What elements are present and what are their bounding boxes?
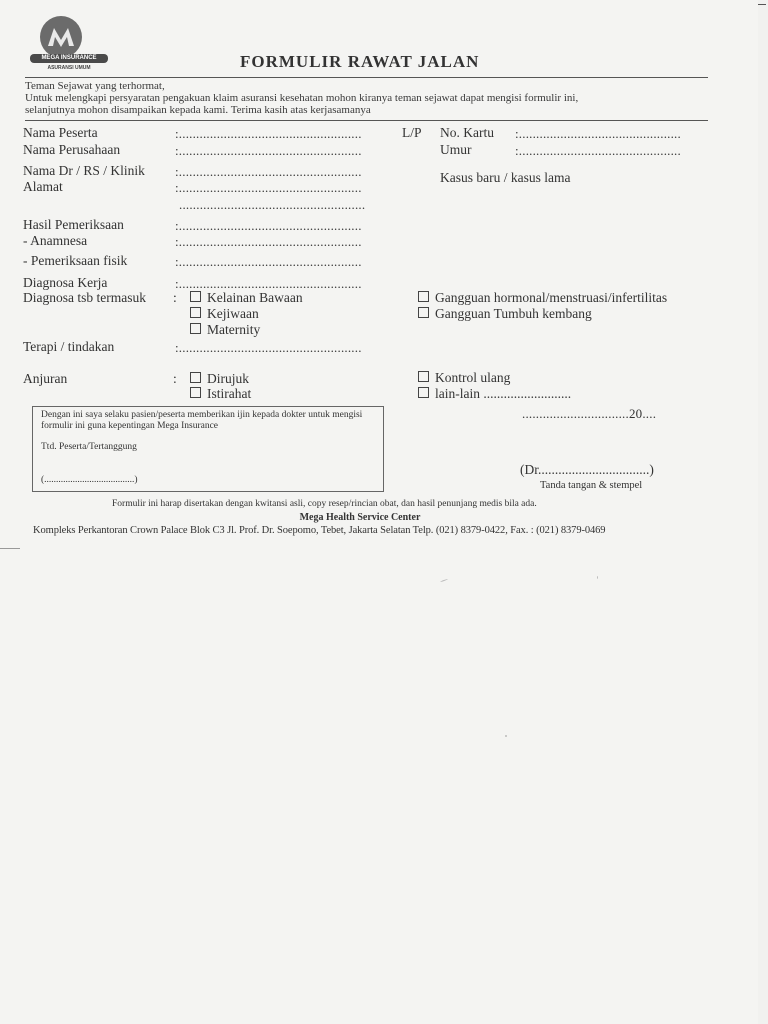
hasil-pemeriksaan-field[interactable]: :..................................................... bbox=[175, 218, 362, 233]
no-kartu-field[interactable]: :............................................... bbox=[515, 126, 681, 141]
checkbox-dirujuk[interactable]: Dirujuk bbox=[190, 371, 249, 387]
nama-perusahaan-field[interactable]: :..................................................... bbox=[175, 143, 362, 158]
label-alamat: Alamat bbox=[23, 179, 63, 194]
label-no-kartu: No. Kartu bbox=[440, 125, 494, 140]
checkbox-icon[interactable] bbox=[190, 323, 201, 334]
doctor-signature-caption: Tanda tangan & stempel bbox=[540, 480, 643, 491]
intro-greeting: Teman Sejawat yang terhormat, bbox=[25, 80, 165, 92]
scan-speck bbox=[597, 576, 598, 579]
logo-brand: MEGA INSURANCE bbox=[30, 54, 108, 63]
label-umur: Umur bbox=[440, 142, 472, 157]
checkbox-icon[interactable] bbox=[190, 291, 201, 302]
consent-signature-field[interactable]: (......................................) bbox=[41, 475, 138, 485]
nama-dokter-field[interactable]: :..................................................... bbox=[175, 164, 362, 179]
consent-sign-label: Ttd. Peserta/Tertanggung bbox=[41, 442, 137, 452]
checkbox-icon[interactable] bbox=[418, 307, 429, 318]
footer-address: Kompleks Perkantoran Crown Palace Blok C3 Jl. Prof. Dr. Soepomo, Tebet, Jakarta Selatan Telp. (021) 8379-0422, Fax. : (021) 8379-0469 bbox=[33, 525, 606, 536]
mega-insurance-logo bbox=[30, 14, 112, 78]
form-title: FORMULIR RAWAT JALAN bbox=[240, 52, 480, 71]
label-pemeriksaan-fisik: - Pemeriksaan fisik bbox=[23, 253, 128, 268]
checkbox-lain-lain[interactable]: lain-lain .......................... bbox=[418, 386, 571, 402]
alamat-field-line-2[interactable]: ...................................................... bbox=[179, 197, 366, 212]
label-terapi: Terapi / tindakan bbox=[23, 339, 115, 354]
nama-peserta-field[interactable]: :..................................................... bbox=[175, 126, 362, 141]
checkbox-icon[interactable] bbox=[190, 387, 201, 398]
checkbox-gangguan-tumbuh[interactable]: Gangguan Tumbuh kembang bbox=[418, 306, 592, 322]
checkbox-kelainan-bawaan[interactable]: Kelainan Bawaan bbox=[190, 290, 303, 306]
checkbox-maternity[interactable]: Maternity bbox=[190, 322, 260, 338]
checkbox-kontrol-ulang[interactable]: Kontrol ulang bbox=[418, 370, 510, 386]
checkbox-icon[interactable] bbox=[418, 291, 429, 302]
date-field[interactable]: ...............................20.... bbox=[522, 406, 657, 421]
footer-center-name: Mega Health Service Center bbox=[299, 512, 421, 523]
diagnosa-kerja-field[interactable]: :..................................................... bbox=[175, 276, 362, 291]
title-rule bbox=[25, 77, 708, 78]
logo-emblem-icon bbox=[40, 16, 82, 58]
footer-note: Formulir ini harap disertakan dengan kwitansi asli, copy resep/rincian obat, dan hasil penunjang medis bila ada. bbox=[112, 499, 537, 509]
label-nama-perusahaan: Nama Perusahaan bbox=[23, 142, 121, 157]
terapi-field[interactable]: :..................................................... bbox=[175, 340, 362, 355]
checkbox-icon[interactable] bbox=[190, 372, 201, 383]
scan-speck bbox=[505, 735, 507, 737]
edge-mark bbox=[758, 4, 766, 5]
intro-rule bbox=[25, 120, 708, 121]
scan-edge-line bbox=[0, 548, 20, 549]
label-lp: L/P bbox=[402, 125, 422, 140]
label-anjuran: Anjuran bbox=[23, 371, 68, 386]
consent-box bbox=[32, 406, 384, 492]
anamnesa-field[interactable]: :..................................................... bbox=[175, 234, 362, 249]
checkbox-icon[interactable] bbox=[418, 371, 429, 382]
logo-subtitle: ASURANSI UMUM bbox=[47, 65, 91, 71]
alamat-field[interactable]: :..................................................... bbox=[175, 180, 362, 195]
umur-field[interactable]: :............................................... bbox=[515, 143, 681, 158]
doctor-signature-field[interactable]: (Dr.................................) bbox=[520, 462, 654, 477]
pemeriksaan-fisik-field[interactable]: :..................................................... bbox=[175, 254, 362, 269]
label-hasil-pemeriksaan: Hasil Pemeriksaan bbox=[23, 217, 124, 232]
label-nama-peserta: Nama Peserta bbox=[23, 125, 98, 140]
colon: : bbox=[173, 371, 177, 386]
label-diagnosa-kerja: Diagnosa Kerja bbox=[23, 275, 108, 290]
intro-line-2: Untuk melengkapi persyaratan pengakuan klaim asuransi kesehatan mohon kiranya teman sejawat dapat mengisi formulir ini, bbox=[25, 92, 579, 104]
checkbox-kejiwaan[interactable]: Kejiwaan bbox=[190, 306, 259, 322]
checkbox-icon[interactable] bbox=[190, 307, 201, 318]
checkbox-istirahat[interactable]: Istirahat bbox=[190, 386, 251, 402]
colon: : bbox=[173, 290, 177, 305]
label-kasus: Kasus baru / kasus lama bbox=[440, 170, 571, 185]
label-diagnosa-tsb: Diagnosa tsb termasuk bbox=[23, 290, 146, 305]
consent-text: Dengan ini saya selaku pasien/peserta memberikan ijin kepada dokter untuk mengisi formulir ini guna kepentingan Mega Insurance bbox=[41, 410, 363, 431]
checkbox-icon[interactable] bbox=[418, 387, 429, 398]
intro-line-3: selanjutnya mohon disampaikan kepada kami. Terima kasih atas kerjasamanya bbox=[25, 104, 371, 116]
checkbox-gangguan-hormonal[interactable]: Gangguan hormonal/menstruasi/infertilitas bbox=[418, 290, 667, 306]
label-anamnesa: - Anamnesa bbox=[23, 233, 88, 248]
label-nama-dokter: Nama Dr / RS / Klinik bbox=[23, 163, 145, 178]
